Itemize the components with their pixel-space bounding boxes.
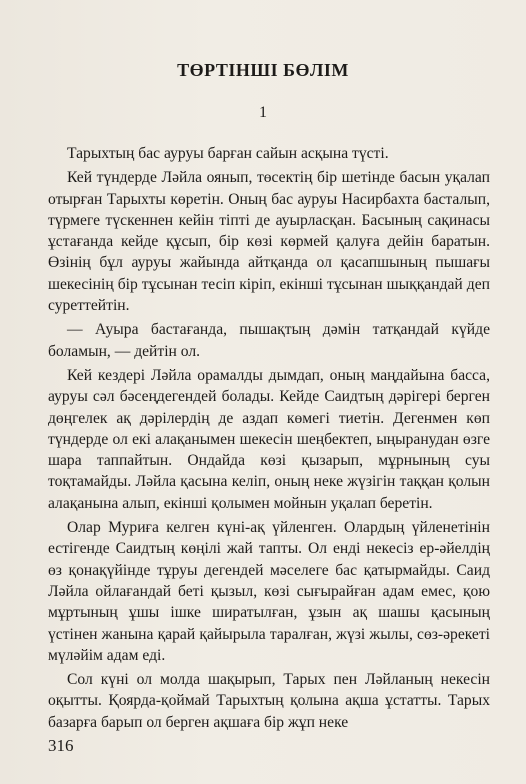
chapter-heading: ТӨРТІНШІ БӨЛІМ	[177, 60, 349, 80]
paragraph: Тарыхтың бас ауруы барған сайын асқына түсті.	[67, 145, 389, 162]
paragraph: Сол күні ол молда шақырып, Тарых пен Ләйланың некесін оқытты. Қоярда-қоймай Тарыхтың қолына ақша ұстатты. Тарых базарға барып ол берген ақшаға бір жұп неке	[48, 671, 490, 731]
section-number: 1	[259, 104, 267, 121]
paragraph: Олар Муриға келген күні-ақ үйленген. Олардың үйленетінін естігенде Саидтың көңілі жай тапты. Ол енді некесіз ер-әйелдің өз қонақүйінде тұруы дегендей мәселеге бас қатырмайды. Саид Ләйла ойлағандай беті қызыл, көзі сығырайған адам емес, қою мұртының ұшы ішке ширатылған, ұзын ақ шашы қасының үстінен жанына қарай қайырыла таралған, жүзі жылы, сөз-әрекеті мүләйім адам еді.	[48, 519, 490, 664]
page-number: 316	[48, 736, 74, 755]
paragraph: Кей түндерде Ләйла оянып, төсектің бір шетінде басын уқалап отырған Тарыхты көретін. Оның бас ауруы Насирбахта басталып, түрмеге түскеннен кейін тіпті де ауырласқан. Басының сақинасы ұстағанда кейде құсып, бір көзі көрмей қалуға дейін баратын. Өзінің бұл ауруы жайында айтқанда ол қасапшының пышағы шекесінің бір тұсынан тесіп кіріп, екінші тұсынан шыққандай деп суреттейтін.	[48, 169, 490, 315]
paragraph: Кей кездері Ләйла орамалды дымдап, оның маңдайына басса, ауруы сәл бәсеңдегендей болады. Кейде Саидтың дәрігері берген дөңгелек ақ дәрілердің де аздап көмегі тиетін. Дегенмен көп түндерде ол екі алақанымен шекесін шеңбектеп, ыңыранудан өзге шара таппайтын. Ондайда көзі қызарып, мұрнының суы тоқтамайды. Ләйла қасына келіп, оның неке жүзігін таққан қолын алақанына алып, екінші қолымен мойнын уқалап беретін.	[48, 366, 490, 512]
body-text	[48, 143, 490, 733]
paragraph: — Ауыра бастағанда, пышақтың дәмін татқандай күйде боламын, — дейтін ол.	[48, 321, 490, 360]
